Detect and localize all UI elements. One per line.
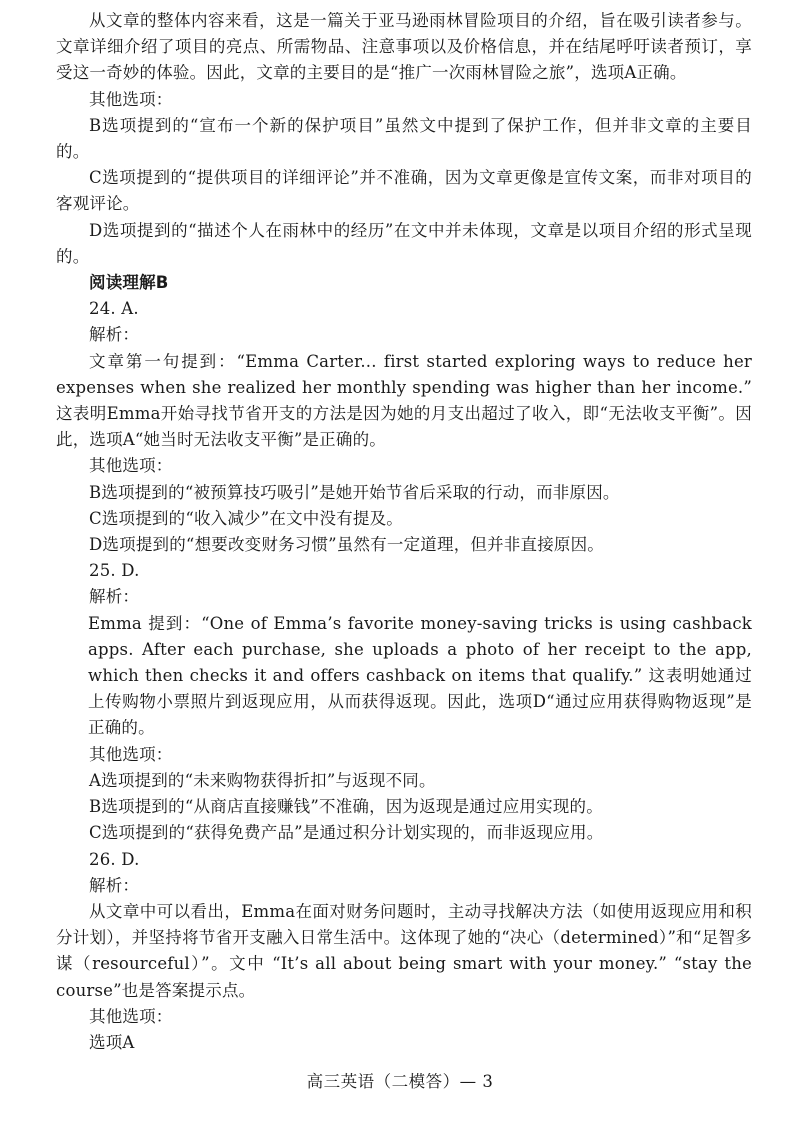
paragraph-other-options-label: 其他选项： bbox=[89, 744, 173, 764]
paragraph-option-b: B选项提到的“从商店直接赚钱”不准确，因为返现是通过应用实现的。 bbox=[89, 797, 603, 817]
paragraph-option-c: C选项提到的“提供项目的详细评论”并不准确，因为文章更像是宣传文案，而非对项目的客观评论。 bbox=[56, 168, 752, 214]
answer-26: 26. D. bbox=[89, 849, 140, 869]
paragraph-option-c: C选项提到的“收入减少”在文中没有提及。 bbox=[89, 508, 403, 528]
paragraph-option-a: A选项提到的“未来购物获得折扣”与返现不同。 bbox=[89, 770, 436, 790]
paragraph-q25-analysis: Emma 提到：“One of Emma’s favorite money-saving tricks is using cashback apps. After each purchase, she uploads a photo of her receipt to the app, which then checks it and offers cashback on items that qualify.” 这表明她通过上传购物小票照片到返现应用，从而获得返现。因此，选项D“通过应用获得购物返现”是正确的。 bbox=[88, 613, 752, 738]
paragraph-q24-analysis: 文章第一句提到：“Emma Carter... first started exploring ways to reduce her expenses when she realized her monthly spending was higher than her income.” 这表明Emma开始寻找节省开支的方法是因为她的月支出超过了收入，即“无法收支平衡”。因此，选项A“她当时无法收支平衡”是正确的。 bbox=[56, 351, 752, 450]
paragraph-option-d: D选项提到的“想要改变财务习惯”虽然有一定道理，但并非直接原因。 bbox=[89, 535, 604, 555]
analysis-label: 解析： bbox=[89, 875, 140, 895]
paragraph-option-b: B选项提到的“被预算技巧吸引”是她开始节省后采取的行动，而非原因。 bbox=[89, 482, 620, 502]
analysis-label: 解析： bbox=[89, 587, 140, 607]
paragraph-option-a: 选项A bbox=[89, 1032, 135, 1052]
paragraph-option-c: C选项提到的“获得免费产品”是通过积分计划实现的，而非返现应用。 bbox=[89, 823, 604, 843]
paragraph-q23-summary: 从文章的整体内容来看，这是一篇关于亚马逊雨林冒险项目的介绍，旨在吸引读者参与。文章详细介绍了项目的亮点、所需物品、注意事项以及价格信息，并在结尾呼吁读者预订，享受这一奇妙的体验。因此，文章的主要目的是“推广一次雨林冒险之旅”，选项A正确。 bbox=[56, 11, 752, 83]
paragraph-option-d: D选项提到的“描述个人在雨林中的经历”在文中并未体现，文章是以项目介绍的形式呈现的。 bbox=[56, 220, 752, 266]
paragraph-q26-analysis: 从文章中可以看出，Emma在面对财务问题时，主动寻找解决方法（如使用返现应用和积分计划），并坚持将节省开支融入日常生活中。这体现了她的“决心（determined）”和“足智多谋（resourceful）”。文中 “It’s all about being smart with your money.” “stay the course”也是答案提示点。 bbox=[56, 901, 752, 1000]
analysis-label: 解析： bbox=[89, 325, 140, 345]
paragraph-option-b: B选项提到的“宣布一个新的保护项目”虽然文中提到了保护工作，但并非文章的主要目的。 bbox=[56, 115, 752, 162]
paragraph-other-options-label: 其他选项： bbox=[89, 456, 173, 476]
section-heading-reading-b: 阅读理解B bbox=[89, 273, 169, 293]
answer-24: 24. A. bbox=[89, 299, 139, 319]
answer-25: 25. D. bbox=[89, 561, 140, 581]
paragraph-other-options-label: 其他选项： bbox=[89, 1006, 173, 1026]
page-footer: 高三英语（二模答）— 3 bbox=[306, 1072, 494, 1091]
answer-page bbox=[56, 8, 752, 1056]
paragraph-other-options-label: 其他选项： bbox=[89, 89, 173, 109]
